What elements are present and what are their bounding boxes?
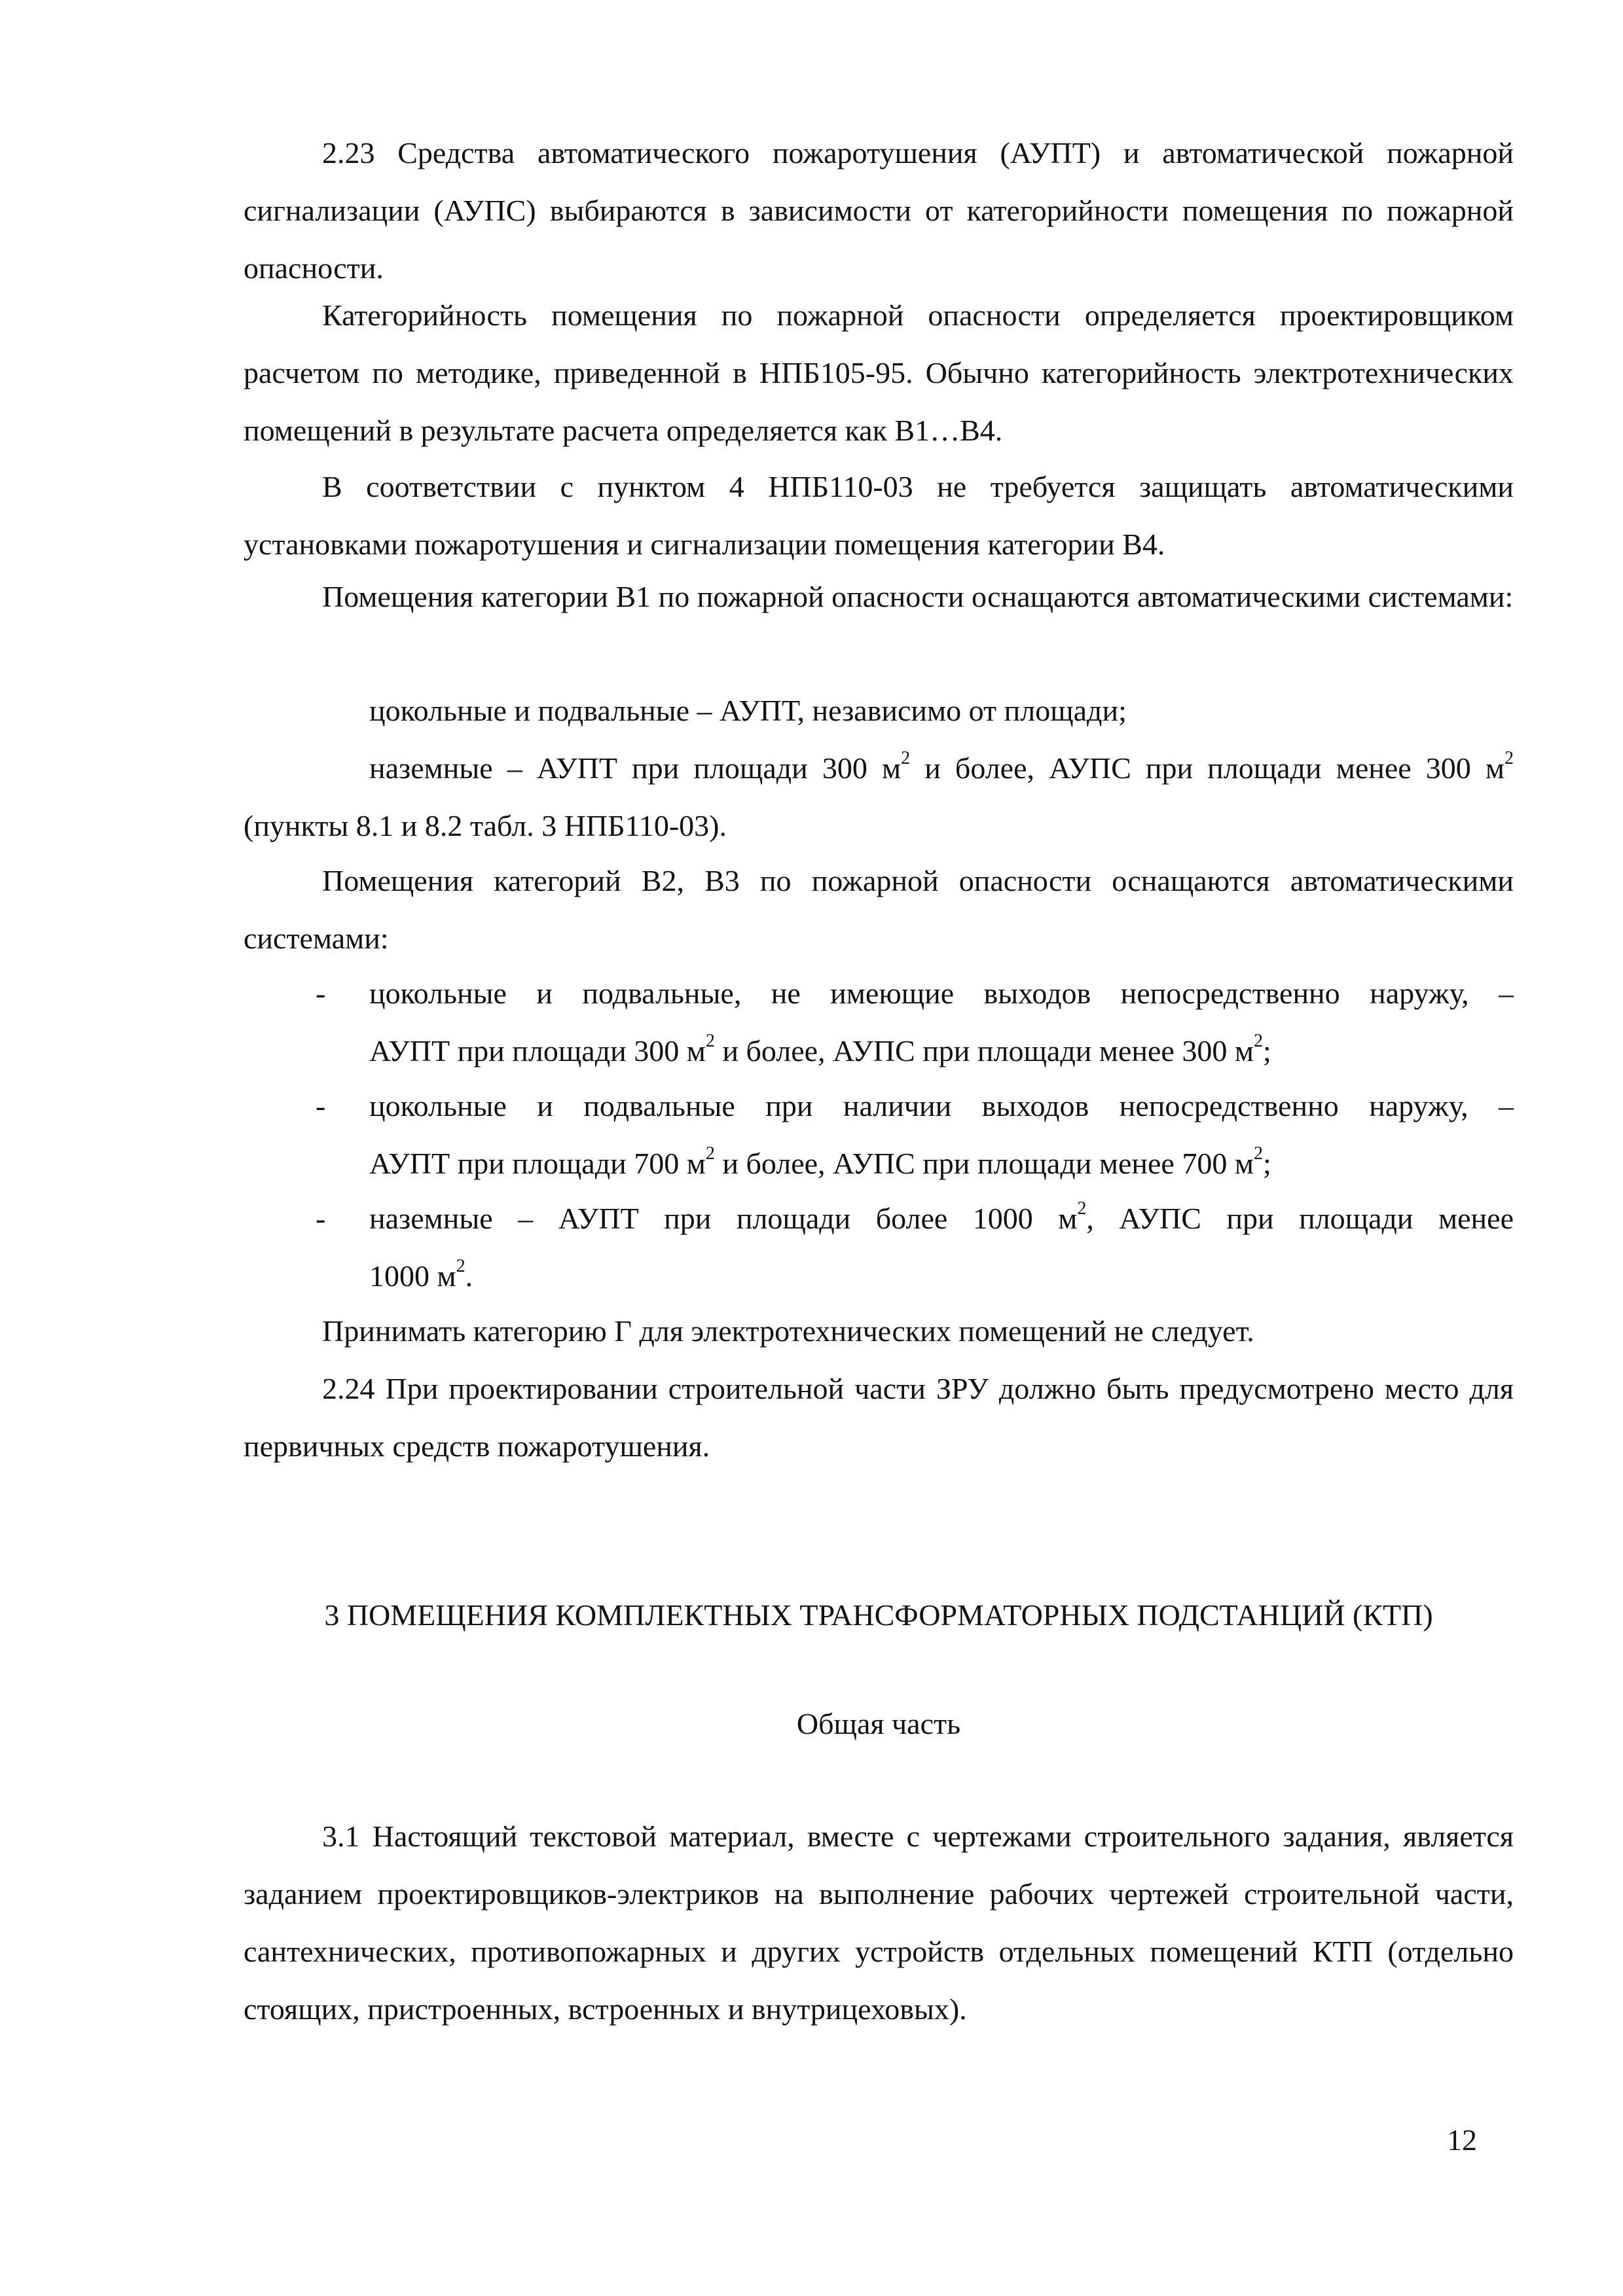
superscript: 2 [901,747,911,768]
paragraph-category-b2-b3: Помещения категорий В2, В3 по пожарной опасности оснащаются автоматическими системами: [244,864,1514,955]
bullet-item-3-end: . [465,1259,473,1293]
superscript: 2 [705,1143,715,1164]
bullet-item-3-part3: 1000 м [369,1259,456,1293]
bullet-item-2-line1: цокольные и подвальные при наличии выходов непосредственно наружу, – [369,1089,1514,1122]
page-number: 12 [1447,2123,1477,2157]
bullet-item-1-part1: АУПТ при площади 300 м [369,1034,706,1067]
superscript: 2 [1504,747,1514,768]
bullet-item-1-line2 [369,1022,1514,1080]
bullet-item-1-end: ; [1262,1034,1271,1067]
bullet-item-1 [244,965,1514,1080]
paragraph-npb110-clause4: В соответствии с пунктом 4 НПБ110-03 не требуется защищать автоматическими установками пожаротушения и сигнализации помещения категории В4. [244,470,1514,561]
bullet-dash: - [316,1089,326,1122]
bullet-item-2-part1: АУПТ при площади 700 м [369,1147,706,1180]
superscript: 2 [456,1255,465,1276]
bullet-item-1-part2: и более, АУПС при площади менее 300 м [714,1034,1254,1067]
paragraph-category-determination: Категорийность помещения по пожарной опасности определяется проектировщиком расчетом по методике, приведенной в НПБ105-95. Обычно категорийность электротехнических помещений в результате расчета определяется как В1…В4. [244,298,1514,447]
item-ground-b1 [244,740,1514,855]
bullet-item-3 [244,1190,1514,1305]
section-title: 3 ПОМЕЩЕНИЯ КОМПЛЕКТНЫХ ТРАНСФОРМАТОРНЫХ ПОДСТАНЦИЙ (КТП) [324,1598,1433,1632]
paragraph-2-24: 2.24 При проектировании строительной части ЗРУ должно быть предусмотрено место для первичных средств пожаротушения. [244,1372,1514,1463]
bullet-item-2-line2 [369,1135,1514,1193]
bullet-item-3-line2 [369,1247,1514,1305]
superscript: 2 [705,1030,715,1051]
bullet-item-2-end: ; [1262,1147,1271,1180]
paragraph-3-1: 3.1 Настоящий текстовой материал, вместе с чертежами строительного задания, является заданием проектировщиков-электриков на выполнение рабочих чертежей строительной части, сантехнических, противопожарных и других устройств отдельных помещений КТП (отдельно стоящих, пристроенных, встроенных и внутрицеховых). [244,1820,1514,2026]
bullet-dash: - [316,1202,326,1235]
item-basement-b1 [244,682,1514,740]
bullet-item-1-line1: цокольные и подвальные, не имеющие выходов непосредственно наружу, – [369,977,1514,1010]
item-ground-b1-reference: (пункты 8.1 и 8.2 табл. 3 НПБ110-03). [244,809,727,842]
paragraph-category-g: Принимать категорию Г для электротехнических помещений не следует. [322,1314,1254,1348]
item-ground-b1-line [244,740,1514,797]
bullet-item-3-part2: , АУПС при площади менее [1086,1202,1514,1235]
superscript: 2 [1077,1198,1087,1219]
bullet-dash: - [316,977,326,1010]
superscript: 2 [1253,1030,1263,1051]
item-ground-b1-part2: и более, АУПС при площади менее 300 м [910,751,1504,785]
paragraph-2-23: 2.23 Средства автоматического пожаротушения (АУПТ) и автоматической пожарной сигнализации (АУПС) выбираются в зависимости от категорийности помещения по пожарной опасности. [244,136,1514,285]
bullet-item-2 [244,1077,1514,1193]
bullet-item-3-part1: наземные – АУПТ при площади более 1000 м [369,1202,1078,1235]
paragraph-category-b1: Помещения категории В1 по пожарной опасности оснащаются автоматическими системами: [322,580,1514,613]
section-subtitle: Общая часть [796,1707,961,1740]
bullet-item-3-line1 [369,1190,1514,1247]
bullet-item-2-part2: и более, АУПС при площади менее 700 м [714,1147,1254,1180]
superscript: 2 [1253,1143,1263,1164]
item-ground-b1-part1: наземные – АУПТ при площади 300 м [369,751,902,785]
item-basement-b1-text: цокольные и подвальные – АУПТ, независимо от площади; [369,694,1127,727]
